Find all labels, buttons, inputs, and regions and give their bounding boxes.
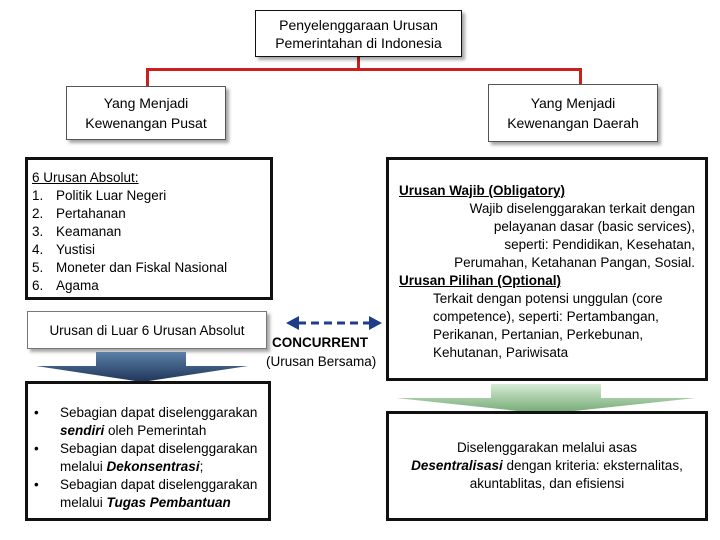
desentralisasi-line-2: Desentralisasi dengan kriteria: eksternalitas, [411,458,683,473]
pilihan-description: Terkait dengan potensi unggulan (core competence), seperti: Pertambangan, Perikanan, Pertanian, Perkebunan, Kehutanan, Pariwisata [433,291,663,360]
concurrent-arrow [286,313,382,333]
connector-left-drop [146,68,149,86]
desentralisasi-line-1: Diselenggarakan melalui asas [456,440,638,455]
title-box [255,10,462,57]
concurrent-label: CONCURRENT [272,335,368,350]
list-item: • Sebagian dapat diselenggarakan sendiri oleh Pemerintah [34,405,258,438]
block-arrow-left [36,352,248,382]
pilihan-heading: Urusan Pilihan (Optional) [399,273,562,288]
title-line-2: Pemerintahan di Indonesia [275,34,442,51]
desentralisasi-line-3: akuntablitas, dan efisiensi [469,476,625,491]
list-item: • Sebagian dapat diselenggarakan melalui Tugas Pembantuan [34,477,258,510]
pusat-title-line-2: Kewenangan Pusat [85,115,207,131]
wajib-description: Wajib diselenggarakan terkait dengan pelayanan dasar (basic services), seperti: Pendidikan, Kesehatan, Perumahan, Ketahanan Pangan, Sosial. [454,201,695,270]
list-item: 4. Yustisi [32,242,96,257]
wajib-heading: Urusan Wajib (Obligatory) [399,183,566,198]
list-item: • Sebagian dapat diselenggarakan melalui Dekonsentrasi; [34,441,258,474]
daerah-title-line-1: Yang Menjadi [530,95,616,111]
absolut-list [32,187,270,295]
absolut-box [25,157,273,300]
absolut-heading: 6 Urusan Absolut: [32,170,139,185]
title-line-1: Penyelenggaraan Urusan [279,16,438,33]
list-item: 1. Politik Luar Negeri [32,188,167,203]
connector-right-drop [579,68,582,84]
connector-horizontal [146,68,582,71]
list-item: 5. Moneter dan Fiskal Nasional [32,260,228,275]
pusat-title-line-1: Yang Menjadi [103,95,189,111]
list-item: 3. Keamanan [32,224,122,239]
luar-absolut-label: Urusan di Luar 6 Urusan Absolut [49,322,245,338]
pelaksanaan-box [25,381,271,521]
luar-absolut-box [27,311,267,349]
pelaksanaan-list [30,404,268,512]
desentralisasi-box [386,411,708,521]
concurrent-sublabel: (Urusan Bersama) [266,354,377,369]
block-arrow-right [396,384,696,414]
daerah-title-box [488,84,658,142]
daerah-urusan-box [386,157,708,381]
daerah-title-line-2: Kewenangan Daerah [507,115,639,131]
list-item: 6. Agama [32,278,99,293]
pusat-title-box [66,86,226,140]
list-item: 2. Pertahanan [32,206,126,221]
